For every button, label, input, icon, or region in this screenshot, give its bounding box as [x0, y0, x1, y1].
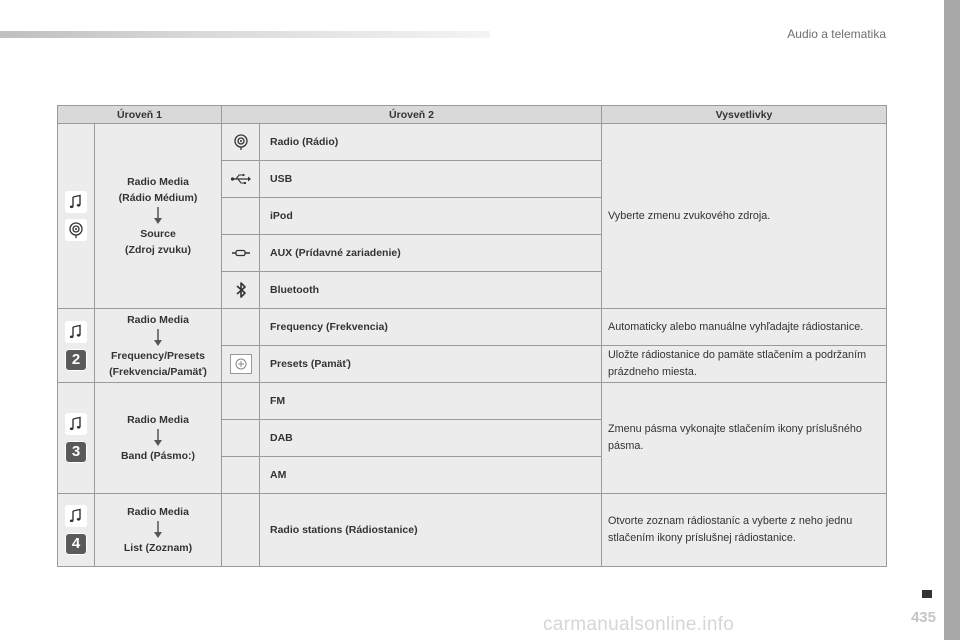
level1-sublabel: List (Zoznam): [123, 542, 193, 554]
level2-icon-cell: [222, 309, 260, 346]
section3-level1: [95, 383, 222, 494]
section1-level1: [95, 124, 222, 309]
music-note-icon: [65, 413, 87, 435]
level1-sublabel: Band (Pásmo:): [120, 450, 196, 462]
radio-icon: [65, 219, 87, 241]
level1-label: Radio Media: [127, 414, 189, 426]
level2-item[interactable]: USB: [260, 161, 602, 198]
section2-level1: [95, 309, 222, 383]
header-explanation: Vysvetlivky: [602, 106, 887, 124]
row-desc: Uložte rádiostanice do pamäte stlačením a podržaním prázdneho miesta.: [602, 346, 887, 383]
table-row: [58, 494, 887, 567]
header-level2: Úroveň 2: [222, 106, 602, 124]
level2-icon-cell: [222, 420, 260, 457]
level2-icon-cell: [222, 346, 260, 383]
level2-icon-cell: [222, 457, 260, 494]
menu-table: [57, 105, 887, 567]
row-desc: Automaticky alebo manuálne vyhľadajte rádiostanice.: [602, 309, 887, 346]
level2-icon-cell: [222, 383, 260, 420]
level2-icon-cell: [222, 272, 260, 309]
section3-icons: [58, 383, 95, 494]
radio-icon: [233, 133, 249, 151]
level2-item[interactable]: Radio stations (Rádiostanice): [260, 494, 602, 567]
level2-item[interactable]: iPod: [260, 198, 602, 235]
level1-sublabel: Frequency/Presets (Frekvencia/Pamäť): [109, 349, 207, 378]
arrow-down-icon: [153, 329, 163, 347]
arrow-down-icon: [153, 521, 163, 539]
level2-icon-cell: [222, 198, 260, 235]
section4-desc: Otvorte zoznam rádiostaníc a vyberte z neho jednu stlačením ikony príslušnej rádiostanice.: [602, 494, 887, 567]
page-number: 435: [910, 609, 936, 626]
watermark: carmanualsonline.info: [543, 614, 735, 635]
level2-item[interactable]: Bluetooth: [260, 272, 602, 309]
section3-desc: Zmenu pásma vykonajte stlačením ikony príslušného pásma.: [602, 383, 887, 494]
level2-item[interactable]: AUX (Prídavné zariadenie): [260, 235, 602, 272]
level2-item[interactable]: Presets (Pamäť): [260, 346, 602, 383]
page-edge-strip: [944, 0, 960, 640]
section4-icons: [58, 494, 95, 567]
table-row: [58, 383, 887, 420]
level1-label: Radio Media: [127, 313, 189, 326]
arrow-down-icon: [153, 207, 163, 225]
step-badge: 3: [65, 441, 87, 463]
header-decor-bar: [0, 31, 490, 38]
level2-item[interactable]: Frequency (Frekvencia): [260, 309, 602, 346]
table-header-row: [58, 106, 887, 124]
bluetooth-icon: [235, 281, 247, 299]
level2-icon-cell: [222, 235, 260, 272]
section2-icons: [58, 309, 95, 383]
section4-level1: [95, 494, 222, 567]
music-note-icon: [65, 321, 87, 343]
chapter-title: Audio a telematika: [787, 27, 886, 41]
section1-desc: Vyberte zmenu zvukového zdroja.: [602, 124, 887, 309]
level2-item[interactable]: FM: [260, 383, 602, 420]
music-note-icon: [65, 191, 87, 213]
level1-label: Radio Media: [127, 506, 189, 518]
table-row: [58, 309, 887, 346]
level2-icon-cell: [222, 124, 260, 161]
level2-icon-cell: [222, 494, 260, 567]
header-level1: Úroveň 1: [58, 106, 222, 124]
preset-icon: [230, 354, 252, 374]
level2-item[interactable]: Radio (Rádio): [260, 124, 602, 161]
level2-item[interactable]: DAB: [260, 420, 602, 457]
usb-icon: [230, 173, 252, 185]
level2-item[interactable]: AM: [260, 457, 602, 494]
music-note-icon: [65, 505, 87, 527]
page-marker: [922, 590, 932, 598]
level1-sublabel: Source (Zdroj zvuku): [125, 228, 191, 256]
level2-icon-cell: [222, 161, 260, 198]
aux-icon: [231, 248, 251, 258]
step-badge: 2: [65, 349, 87, 371]
section1-icons: [58, 124, 95, 309]
level1-label: Radio Media (Rádio Médium): [118, 176, 198, 204]
arrow-down-icon: [153, 429, 163, 447]
step-badge: 4: [65, 533, 87, 555]
table-row: [58, 124, 887, 161]
